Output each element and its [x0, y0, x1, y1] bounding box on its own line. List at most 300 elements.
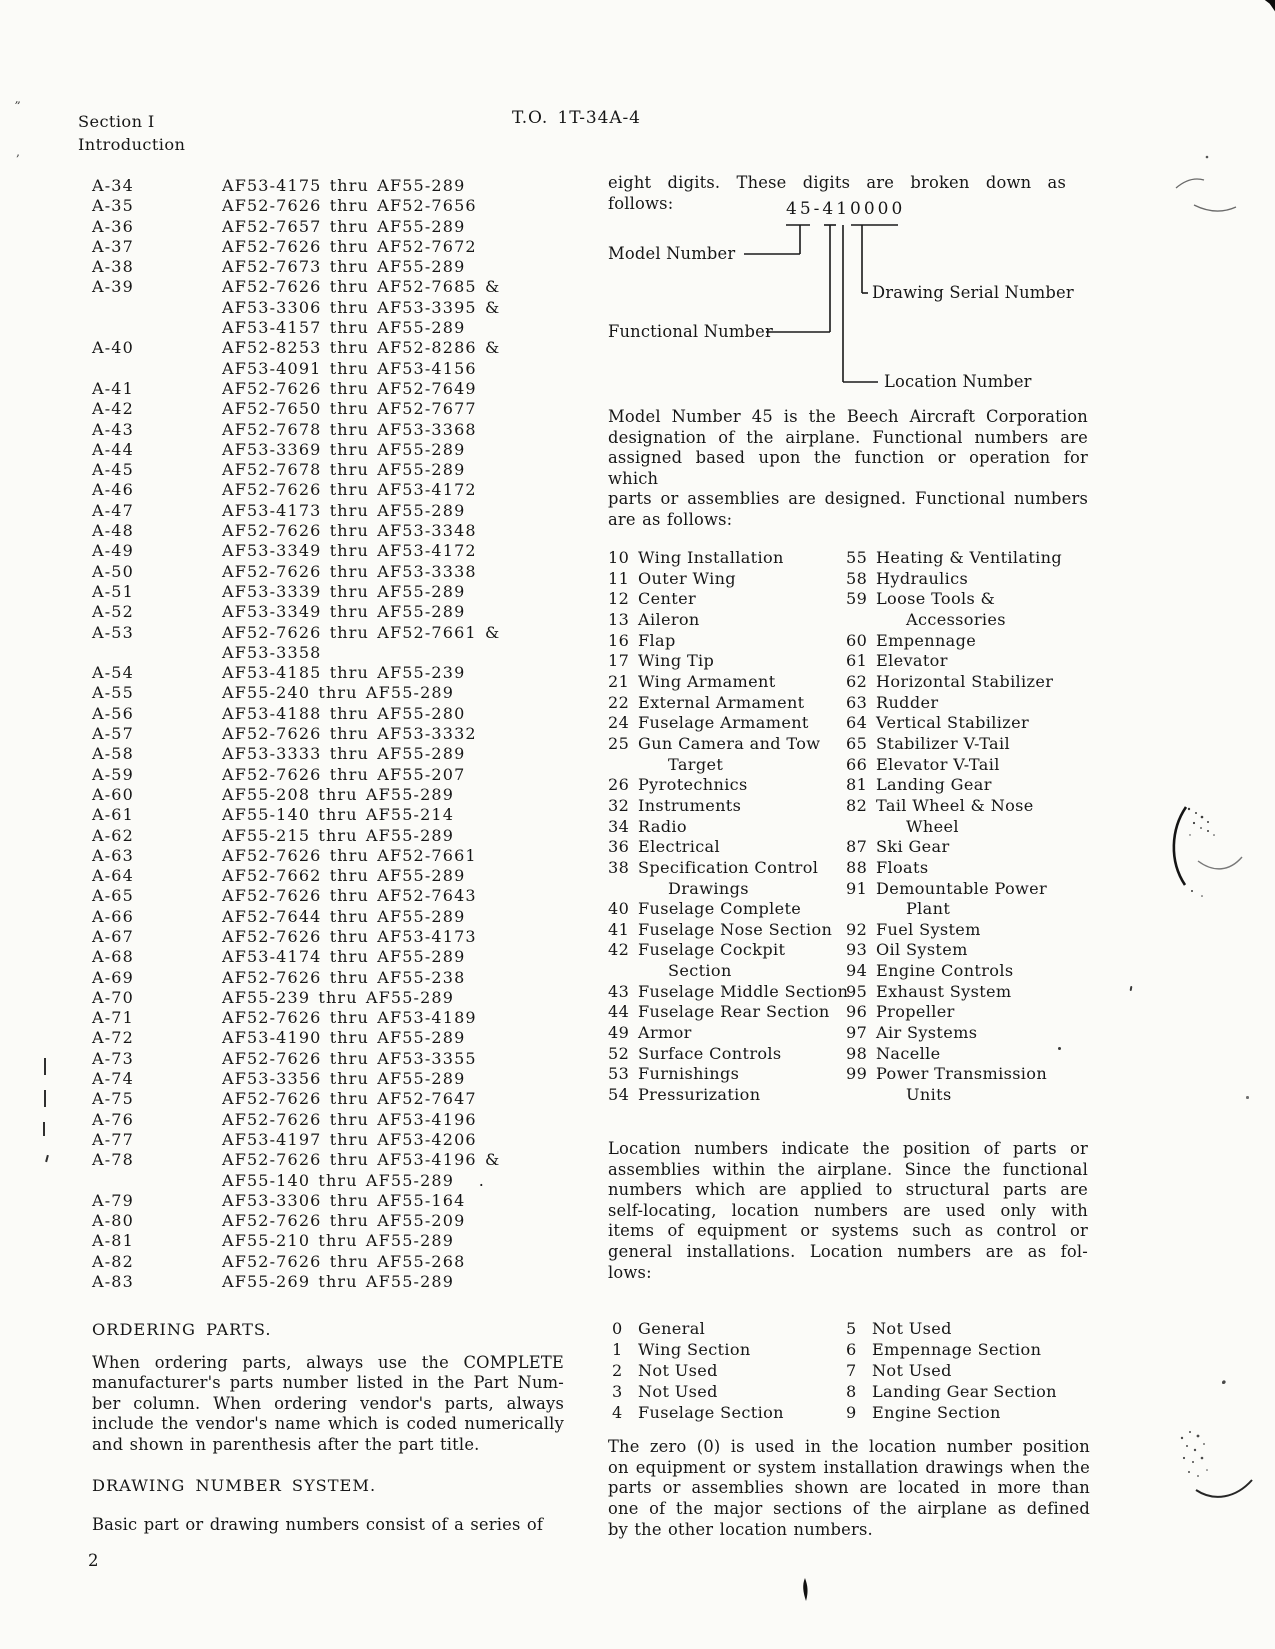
list-row [846, 1360, 1057, 1381]
serial-range-lines [222, 1069, 465, 1089]
list-row [608, 837, 848, 858]
list-number: 64 [846, 713, 868, 733]
parts-row [92, 582, 500, 602]
serial-range-lines [222, 257, 465, 277]
list-row [846, 713, 1062, 734]
list-text: Drawings [668, 878, 749, 898]
list-row [846, 858, 1062, 879]
list-row [608, 693, 848, 714]
list-number: 65 [846, 733, 868, 753]
figure-index-ref: A-69 [92, 967, 134, 987]
list-number: 11 [608, 568, 630, 588]
figure-index-ref: A-74 [92, 1069, 134, 1089]
list-row [612, 1381, 784, 1402]
parts-effectivity-table [92, 176, 500, 1292]
list-row [608, 672, 848, 693]
list-text: General [638, 1319, 706, 1338]
list-row [612, 1339, 784, 1360]
serial-range-lines [222, 582, 465, 602]
figure-index-ref: A-61 [92, 805, 134, 825]
figure-index-ref: A-80 [92, 1211, 134, 1231]
serial-range-line: AF53-3333 thru AF55-289 [222, 744, 466, 764]
list-number: 81 [846, 775, 868, 795]
figure-index-ref: A-46 [92, 480, 134, 500]
serial-range-line: AF53-3349 thru AF53-4172 [222, 541, 477, 561]
serial-range-line: AF52-7626 thru AF55-268 [222, 1251, 466, 1271]
serial-range-lines [222, 501, 465, 521]
list-number: 62 [846, 671, 868, 691]
serial-range-line: AF53-3339 thru AF55-289 [222, 581, 466, 601]
list-number: 12 [608, 589, 630, 609]
text-line: designation of the airplane. Functional numbers are [608, 427, 1088, 447]
list-row [612, 1318, 784, 1339]
list-text: Floats [876, 857, 929, 877]
figure-index-ref: A-36 [92, 216, 134, 236]
list-number: 49 [608, 1023, 630, 1043]
serial-range-line: AF55-215 thru AF55-289 [222, 825, 455, 845]
list-text: Furnishings [638, 1064, 740, 1084]
serial-range-line: AF52-7626 thru AF52-7672 [222, 236, 477, 256]
parts-row [92, 968, 500, 988]
list-text: Fuselage Section [638, 1403, 784, 1422]
serial-range-lines [222, 683, 454, 703]
list-row [846, 899, 1062, 920]
serial-range-lines [222, 1028, 465, 1048]
list-number: 32 [608, 795, 630, 815]
figure-index-ref: A-75 [92, 1089, 134, 1109]
serial-range-line: AF52-7678 thru AF55-289 [222, 460, 466, 480]
serial-range-lines [222, 663, 465, 683]
list-number: 36 [608, 837, 630, 857]
list-text: Aileron [638, 609, 700, 629]
list-text: Not Used [638, 1382, 718, 1401]
figure-index-ref: A-66 [92, 906, 134, 926]
figure-index-ref: A-47 [92, 500, 134, 520]
list-row [846, 1002, 1062, 1023]
serial-range-line: AF52-7678 thru AF53-3368 [222, 419, 477, 439]
list-number: 43 [608, 981, 630, 1001]
figure-index-ref: A-59 [92, 764, 134, 784]
serial-range-line: AF53-4175 thru AF55-289 [222, 176, 466, 195]
serial-range-lines [222, 1231, 454, 1251]
serial-range-lines [222, 765, 465, 785]
serial-range-line: AF52-7626 thru AF55-207 [222, 764, 466, 784]
serial-range-lines [222, 907, 465, 927]
serial-range-line: AF53-4174 thru AF55-289 [222, 947, 466, 967]
serial-range-lines [222, 1130, 477, 1150]
list-row [608, 548, 848, 569]
list-row [608, 610, 848, 631]
list-text: External Armament [638, 692, 805, 712]
serial-range-line: AF52-7673 thru AF55-289 [222, 257, 466, 277]
figure-index-ref: A-55 [92, 683, 134, 703]
list-row [608, 1002, 848, 1023]
figure-index-ref: A-62 [92, 825, 134, 845]
list-number: 4 [612, 1403, 623, 1422]
figure-index-ref: A-39 [92, 277, 134, 297]
list-text: Fuselage Armament [638, 713, 809, 733]
figure-index-ref: A-73 [92, 1048, 134, 1068]
list-row [846, 775, 1062, 796]
serial-range-line: AF52-7626 thru AF53-3332 [222, 724, 477, 744]
parts-row [92, 602, 500, 622]
ordering-parts-paragraph [92, 1353, 564, 1455]
list-row [608, 775, 848, 796]
list-number: 34 [608, 816, 630, 836]
list-row [612, 1402, 784, 1423]
list-number: 94 [846, 961, 868, 981]
serial-range-lines [222, 866, 465, 886]
list-number: 42 [608, 940, 630, 960]
text-line: parts or assemblies shown are located in more than [608, 1478, 1090, 1498]
figure-index-ref: A-41 [92, 378, 134, 398]
serial-range-line: AF52-7626 thru AF52-7656 [222, 196, 477, 216]
parts-row [92, 623, 500, 664]
scan-corner-mark [1263, 0, 1275, 12]
serial-range-lines [222, 460, 465, 480]
list-number: 17 [608, 651, 630, 671]
text-line: Basic part or drawing numbers consist of a series of [92, 1515, 544, 1534]
serial-range-line: AF53-4188 thru AF55-280 [222, 703, 466, 723]
serial-range-lines [222, 1191, 465, 1211]
parts-row [92, 663, 500, 683]
text-line: by the other location numbers. [608, 1519, 873, 1539]
list-number: 5 [846, 1319, 857, 1338]
drawing-number-system-paragraph [92, 1515, 564, 1535]
serial-range-line: AF55-239 thru AF55-289 [222, 987, 455, 1007]
serial-range-lines [222, 805, 454, 825]
figure-index-ref: A-71 [92, 1008, 134, 1028]
figure-index-ref: A-54 [92, 663, 134, 683]
serial-range-line: AF52-7626 thru AF52-7649 [222, 378, 477, 398]
serial-range-line: AF53-4173 thru AF55-289 [222, 500, 466, 520]
serial-range-line: AF53-3306 thru AF53-3395 & [222, 297, 501, 317]
serial-range-lines [222, 196, 477, 216]
text-line: and shown in parenthesis after the part title. [92, 1434, 480, 1454]
list-row [608, 982, 848, 1003]
serial-range-lines [222, 521, 477, 541]
figure-index-ref: A-49 [92, 541, 134, 561]
list-text: Wing Tip [638, 651, 715, 671]
list-text: Empennage Section [872, 1340, 1042, 1359]
list-row [608, 734, 848, 755]
serial-range-lines [222, 541, 477, 561]
serial-range-line: AF52-7626 thru AF53-4172 [222, 480, 477, 500]
parts-row [92, 1252, 500, 1272]
list-number [846, 1085, 868, 1106]
serial-range-line: AF52-7626 thru AF53-3355 [222, 1048, 477, 1068]
list-row [846, 589, 1062, 610]
serial-range-lines [222, 379, 477, 399]
list-row [846, 569, 1062, 590]
serial-range-line: AF52-7626 thru AF53-3338 [222, 561, 477, 581]
list-row [846, 693, 1062, 714]
list-number [608, 755, 630, 776]
list-row [846, 982, 1062, 1003]
figure-index-ref: A-81 [92, 1231, 134, 1251]
parts-row [92, 785, 500, 805]
serial-range-line: AF52-7626 thru AF52-7661 [222, 845, 477, 865]
text-line: Location numbers indicate the position of parts or [608, 1139, 1088, 1158]
scan-smudge-artifact-bottom [1162, 1366, 1257, 1508]
list-text: Vertical Stabilizer [876, 713, 1030, 733]
serial-range-line: AF52-7626 thru AF53-4196 & [222, 1150, 501, 1170]
text-line: The zero (0) is used in the location number position [608, 1437, 1090, 1456]
serial-range-line: AF55-210 thru AF55-289 [222, 1231, 455, 1251]
figure-index-ref: A-79 [92, 1190, 134, 1210]
figure-index-ref: A-67 [92, 926, 134, 946]
parts-row [92, 277, 500, 338]
list-row [846, 837, 1062, 858]
text-line: items of equipment or systems such as control or [608, 1221, 1088, 1241]
parts-row [92, 541, 500, 561]
list-text: Fuselage Middle Section [638, 981, 849, 1001]
list-number: 8 [846, 1382, 857, 1401]
list-text: Engine Controls [876, 961, 1014, 981]
list-text: Gun Camera and Tow [638, 733, 821, 753]
list-text: Wing Installation [638, 548, 784, 567]
list-row [608, 713, 848, 734]
section-subtitle: Introduction [78, 135, 186, 154]
parts-row [92, 724, 500, 744]
parts-row [92, 1110, 500, 1130]
scan-speck [1058, 1047, 1061, 1050]
list-text: Landing Gear Section [872, 1382, 1057, 1401]
list-row [846, 1064, 1062, 1085]
serial-range-lines [222, 1110, 477, 1130]
text-line: ber column. When ordering vendor's parts, always [92, 1393, 564, 1413]
list-text: Demountable Power [876, 878, 1048, 898]
list-number: 16 [608, 630, 630, 650]
list-text: Wheel [906, 816, 959, 836]
serial-range-lines [222, 785, 454, 805]
parts-row [92, 826, 500, 846]
figure-index-ref: A-65 [92, 886, 134, 906]
scan-ink-mark [799, 1578, 811, 1602]
serial-range-lines [222, 1049, 477, 1069]
scan-smudge-artifact-middle [1156, 795, 1248, 903]
list-number: 40 [608, 899, 630, 919]
parts-row [92, 562, 500, 582]
list-number: 52 [608, 1043, 630, 1063]
parts-row [92, 1089, 500, 1109]
diagram-model-label: Model Number [608, 244, 736, 263]
text-line: parts or assemblies are designed. Functional numbers [608, 489, 1088, 508]
list-number: 1 [612, 1340, 623, 1359]
list-number: 2 [612, 1361, 623, 1380]
serial-range-lines [222, 623, 500, 664]
list-text: Fuel System [876, 919, 981, 939]
list-text: Specification Control [638, 857, 819, 877]
list-number: 63 [846, 692, 868, 712]
list-number: 60 [846, 630, 868, 650]
list-number: 10 [608, 548, 630, 567]
figure-index-ref: A-76 [92, 1109, 134, 1129]
list-row [846, 796, 1062, 817]
figure-index-ref: A-51 [92, 581, 134, 601]
list-row [608, 817, 848, 838]
parts-row [92, 460, 500, 480]
list-text: Engine Section [872, 1403, 1001, 1422]
serial-range-line: AF53-3306 thru AF55-164 [222, 1190, 466, 1210]
list-number: 99 [846, 1064, 868, 1084]
serial-range-lines [222, 886, 477, 906]
functional-numbers-list-left [608, 548, 848, 1106]
list-text: Instruments [638, 795, 742, 815]
serial-range-line: AF55-140 thru AF55-289 . [222, 1170, 486, 1190]
list-row [846, 610, 1062, 631]
serial-range-lines [222, 988, 454, 1008]
list-text: Not Used [872, 1319, 952, 1338]
list-number: 53 [608, 1064, 630, 1084]
list-row [608, 940, 848, 961]
parts-row [92, 866, 500, 886]
serial-range-lines [222, 277, 500, 338]
location-numbers-list-left [612, 1318, 784, 1423]
serial-range-lines [222, 947, 465, 967]
location-numbers-list-right [846, 1318, 1057, 1423]
list-number: 91 [846, 878, 868, 898]
parts-row [92, 480, 500, 500]
serial-range-lines [222, 217, 465, 237]
parts-row [92, 399, 500, 419]
scan-arc-artifact-top [1128, 150, 1243, 220]
text-line: manufacturer's parts number listed in the Part Num- [92, 1373, 564, 1393]
serial-range-lines [222, 1252, 465, 1272]
parts-row [92, 1211, 500, 1231]
figure-index-ref: A-48 [92, 521, 134, 541]
list-text: Electrical [638, 837, 720, 857]
zero-location-paragraph [608, 1437, 1090, 1541]
list-number [846, 899, 868, 920]
serial-range-line: AF53-4185 thru AF55-239 [222, 663, 466, 683]
serial-range-line: AF52-7644 thru AF55-289 [222, 906, 466, 926]
scan-margin-mark: ” [13, 98, 22, 114]
parts-row [92, 237, 500, 257]
serial-range-lines [222, 237, 477, 257]
serial-range-line: AF52-7650 thru AF52-7677 [222, 399, 477, 419]
list-text: Not Used [872, 1361, 952, 1380]
list-text: Pyrotechnics [638, 775, 748, 795]
serial-range-lines [222, 744, 465, 764]
text-line: assigned based upon the function or operation for which [608, 448, 1088, 488]
list-text: Loose Tools & [876, 589, 996, 609]
parts-row [92, 886, 500, 906]
list-number [608, 879, 630, 900]
serial-range-line: AF52-7626 thru AF53-3348 [222, 521, 477, 541]
list-number: 97 [846, 1023, 868, 1043]
scan-margin-dash [44, 1090, 46, 1107]
text-line: include the vendor's name which is coded numerically [92, 1414, 564, 1434]
serial-range-lines [222, 1008, 477, 1028]
scan-margin-dash [44, 1058, 46, 1075]
figure-index-ref: A-77 [92, 1129, 134, 1149]
serial-range-lines [222, 724, 477, 744]
list-number: 26 [608, 775, 630, 795]
figure-index-ref: A-78 [92, 1150, 134, 1170]
list-text: Center [638, 589, 696, 609]
list-number [846, 817, 868, 838]
serial-range-line: AF53-4190 thru AF55-289 [222, 1028, 466, 1048]
serial-range-line: AF52-7657 thru AF55-289 [222, 216, 466, 236]
list-text: Air Systems [876, 1023, 978, 1043]
parts-row [92, 338, 500, 379]
scan-speck [1246, 1096, 1249, 1099]
text-line: lows: [608, 1262, 652, 1282]
figure-index-ref: A-52 [92, 602, 134, 622]
serial-range-line: AF53-3358 [222, 642, 322, 662]
list-text: Elevator V-Tail [876, 754, 1000, 774]
list-row [846, 1318, 1057, 1339]
list-text: Fuselage Rear Section [638, 1002, 830, 1022]
serial-range-lines [222, 1211, 465, 1231]
list-text: Exhaust System [876, 981, 1012, 1001]
list-text: Power Transmission [876, 1064, 1048, 1084]
parts-row [92, 704, 500, 724]
list-number: 82 [846, 795, 868, 815]
figure-index-ref: A-63 [92, 845, 134, 865]
figure-index-ref: A-40 [92, 338, 134, 358]
text-line: one of the major sections of the airplane as defined [608, 1499, 1090, 1519]
list-row [608, 1044, 848, 1065]
parts-row [92, 1191, 500, 1211]
parts-row [92, 1049, 500, 1069]
serial-range-line: AF55-140 thru AF55-214 [222, 805, 455, 825]
text-line: When ordering parts, always use the COMPLETE [92, 1353, 564, 1372]
serial-range-lines [222, 602, 465, 622]
serial-range-line: AF53-3356 thru AF55-289 [222, 1069, 466, 1089]
list-number: 41 [608, 919, 630, 939]
list-number: 24 [608, 713, 630, 733]
parts-row [92, 1069, 500, 1089]
list-number: 59 [846, 589, 868, 609]
list-text: Landing Gear [876, 775, 992, 795]
list-row [608, 796, 848, 817]
section-header [78, 110, 185, 156]
list-number: 58 [846, 568, 868, 588]
list-row [608, 1085, 848, 1106]
parts-row [92, 683, 500, 703]
parts-row [92, 1272, 500, 1292]
figure-index-ref: A-42 [92, 399, 134, 419]
parts-row [92, 805, 500, 825]
list-row [608, 569, 848, 590]
parts-row [92, 501, 500, 521]
figure-index-ref: A-53 [92, 622, 134, 642]
serial-range-lines [222, 1150, 500, 1191]
parts-row [92, 907, 500, 927]
figure-index-ref: A-64 [92, 866, 134, 886]
serial-range-lines [222, 338, 500, 379]
list-row [846, 631, 1062, 652]
list-row [608, 961, 848, 982]
serial-range-line: AF53-3349 thru AF55-289 [222, 602, 466, 622]
list-text: Propeller [876, 1002, 955, 1022]
serial-range-line: AF52-7626 thru AF53-4196 [222, 1109, 477, 1129]
figure-index-ref: A-56 [92, 703, 134, 723]
list-text: Flap [638, 630, 676, 650]
scan-speck [1222, 1381, 1225, 1384]
list-row [612, 1360, 784, 1381]
serial-range-lines [222, 927, 477, 947]
serial-range-line: AF55-269 thru AF55-289 [222, 1272, 455, 1292]
list-row [846, 548, 1062, 569]
list-text: Heating & Ventilating [876, 548, 1063, 567]
list-row [846, 1085, 1062, 1106]
figure-index-ref: A-72 [92, 1028, 134, 1048]
parts-row [92, 176, 500, 196]
text-line: Model Number 45 is the Beech Aircraft Corporation [608, 407, 1088, 426]
